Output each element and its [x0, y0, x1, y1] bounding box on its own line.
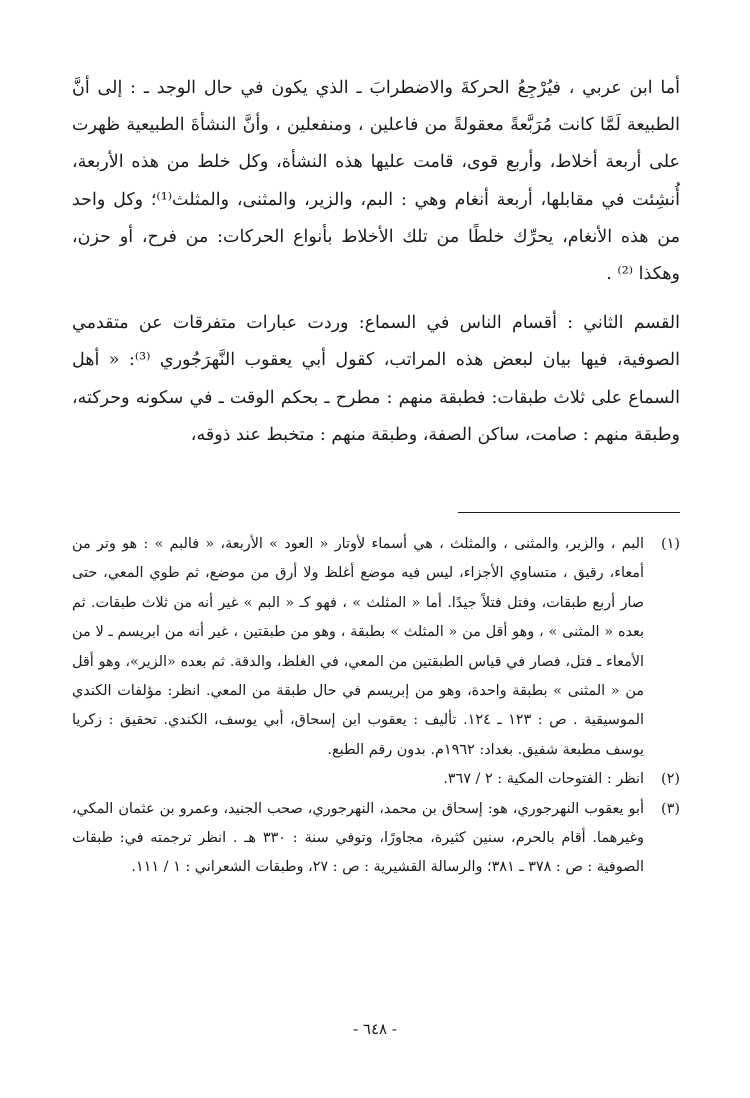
footnote-text: أبو يعقوب النهرجوري، هو: إسحاق بن محمد، النهرجوري، صحب الجنيد، وعمرو بن عثمان المكي، وغيرهما. أقام بالحرم، سنين كثيرة، مجاورًا، وتوفي سنة : ٣٣٠ هـ . انظر ترجمته في: طبقات الصوفية : ص : ٣٧٨ ـ ٣٨١؛ والرسالة القشيرية : ص : ٢٧، وطبقات الشعراني : ١ / ١١١. — [72, 800, 644, 876]
footnote-number: (٢) — [661, 771, 680, 788]
footnote-2 — [72, 765, 680, 794]
footnote-separator — [458, 512, 680, 513]
main-text — [72, 70, 680, 454]
footnote-text: البم ، والزير، والمثنى ، والمثلث ، هي أسماء لأوتار « العود » الأربعة، « فالبم » : هو وتر من أمعاء، رقيق ، متساوي الأجزاء، ليس فيه موضع أغلظ ولا أرق من موضع، ثم طوي المعي، حتى صار أربع طبقات، وفتل فتلاً جيدًا. أما « المثلث » ، فهو كـ « البم » غير أنه من ثلاث طبقات. ثم بعده « المثنى » ، وهو أقل من « المثلث » بطبقة ، وهو من طبقتين ، غير أنه من ابريسم ـ لا من الأمعاء ـ فتل، فصار في قياس الطبقتين من المعي، في الغلظ، والدقة. ثم بعده «الزير»، وهو أقل من « المثنى » بطبقة واحدة، وهو من إبريسم في حال طبقة من المعي. انظر: مؤلفات الكندي الموسيقية . ص : ١٢٣ ـ ١٢٤. تأليف : يعقوب ابن إسحاق، أبي يوسف، الكندي. تحقيق : زكريا يوسف مطبعة شفيق. بغداد: ١٩٦٢م. بدون رقم الطبع. — [72, 536, 644, 758]
footnote-number: (٣) — [661, 800, 680, 817]
paragraph-ibn-arabi: أما ابن عربي ، فيُرْجِعُ الحركةَ والاضطرابَ ـ الذي يكون في حال الوجد ـ : إلى أنَّ الطبيعة لَمَّا كانت مُرَبَّعةً معقولةً من فاعلين ، ومنفعلين ، وأنَّ النشأةَ الطبيعية ظهرت على أربعة أخلاط، وأربع قوى، قامت عليها هذه النشأة، وكل خلط من هذه الأربعة، أُنشِئت في مقابلها، أربعة أنغام وهي : البم، والزير، والمثنى، والمثلث⁽¹⁾؛ وكل واحد من هذه الأنغام، يحرِّك خلطًا من تلك الأخلاط بأنواع الحركات: من فرح، أو حزن، وهكذا ⁽²⁾ . — [72, 78, 680, 285]
paragraph-second-section: القسم الثاني : أقسام الناس في السماع: وردت عبارات متفرقات عن متقدمي الصوفية، فيها بيان لبعض هذه المراتب، كقول أبي يعقوب النَّهرَجُوري ⁽³⁾: « أهل السماع على ثلاث طبقات: فطبقة منهم : مطرح ـ بحكم الوقت ـ في سكونه وحركته، وطبقة منهم : صامت، ساكن الصفة، وطبقة منهم : متخبط عند ذوقه، — [72, 313, 680, 445]
footnote-text: انظر : الفتوحات المكية : ٢ / ٣٦٧. — [443, 771, 644, 788]
footnote-number: (١) — [661, 536, 680, 552]
footnotes — [72, 530, 680, 883]
page-number: - ٦٤٨ - — [353, 1020, 397, 1038]
footnote-3 — [72, 795, 680, 883]
footnote-1 — [72, 530, 680, 765]
